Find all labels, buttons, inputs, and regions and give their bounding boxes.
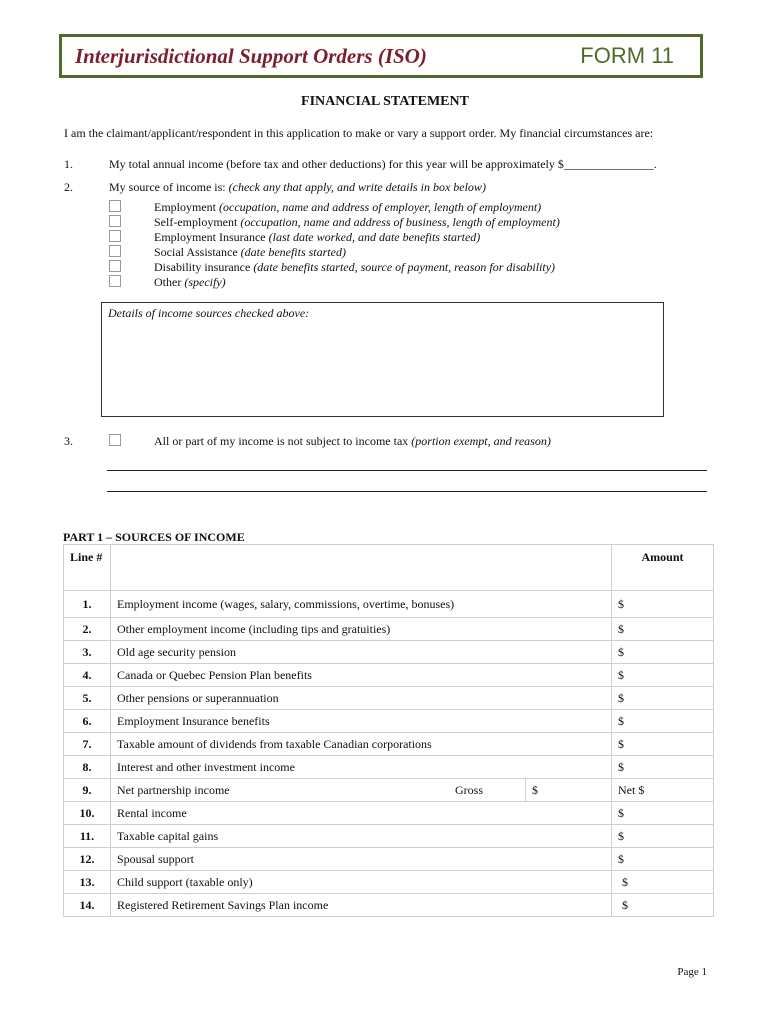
table-header-row — [64, 545, 714, 591]
table-row: 1. Employment income (wages, salary, commissions, overtime, bonuses) $ — [64, 591, 714, 618]
page-number: Page 1 — [677, 966, 707, 978]
col-desc-header — [111, 545, 612, 591]
item-1-text: My total annual income (before tax and other deductions) for this year will be approximately $_______________. — [109, 157, 657, 171]
gross-label: Gross — [455, 782, 484, 797]
amount-field[interactable]: $ — [612, 618, 714, 641]
table-row: 11. Taxable capital gains $ — [64, 825, 714, 848]
table-row: 9. Net partnership income Gross $ Net $ — [64, 779, 714, 802]
checkbox-tax-exempt[interactable] — [109, 434, 121, 446]
net-amount-field[interactable]: Net $ — [612, 779, 714, 802]
checkbox-self-employment[interactable] — [109, 215, 121, 227]
checkbox-employment-insurance[interactable] — [109, 230, 121, 242]
table-row: 14. Registered Retirement Savings Plan income $ — [64, 894, 714, 917]
form-number: FORM 11 — [580, 43, 674, 68]
tax-exempt-line-1[interactable] — [107, 470, 707, 471]
option-employment-insurance: Employment Insurance (last date worked, and date benefits started) — [154, 230, 481, 244]
amount-field[interactable]: $ — [612, 848, 714, 871]
item-2-text — [109, 180, 486, 195]
item-2-note: (check any that apply, and write details in box below) — [228, 180, 486, 194]
item-2-number: 2. — [64, 180, 73, 194]
income-details-label: Details of income sources checked above: — [108, 306, 310, 320]
table-row: 2. Other employment income (including tips and gratuities) $ — [64, 618, 714, 641]
amount-field[interactable]: $ — [612, 710, 714, 733]
amount-field[interactable]: $ — [612, 687, 714, 710]
option-employment: Employment (occupation, name and address of employer, length of employment) — [154, 200, 542, 214]
intro-text: I am the claimant/applicant/respondent in this application to make or vary a support order. My financial circumstances are: — [64, 126, 654, 140]
income-table — [63, 544, 714, 917]
table-row: 4. Canada or Quebec Pension Plan benefits $ — [64, 664, 714, 687]
table-row: 8. Interest and other investment income $ — [64, 756, 714, 779]
section-heading: FINANCIAL STATEMENT — [301, 94, 469, 109]
option-self-employment: Self-employment (occupation, name and address of business, length of employment) — [154, 215, 560, 229]
amount-field[interactable]: $ — [612, 871, 714, 894]
option-social-assistance: Social Assistance (date benefits started) — [154, 245, 346, 259]
partnership-desc: Net partnership income — [117, 782, 230, 797]
table-row: 10. Rental income $ — [64, 802, 714, 825]
form-header — [59, 34, 703, 78]
amount-field[interactable]: $ — [612, 825, 714, 848]
amount-field[interactable]: $ — [612, 756, 714, 779]
gross-amount-field[interactable]: $ — [525, 779, 611, 801]
amount-field[interactable]: $ — [612, 591, 714, 618]
item-1-number: 1. — [64, 157, 73, 171]
table-row: 3. Old age security pension $ — [64, 641, 714, 664]
item-3-number: 3. — [64, 434, 73, 448]
checkbox-disability-insurance[interactable] — [109, 260, 121, 272]
col-amount-header: Amount — [612, 545, 714, 591]
amount-field[interactable]: $ — [612, 733, 714, 756]
amount-field[interactable]: $ — [612, 664, 714, 687]
table-row: 7. Taxable amount of dividends from taxable Canadian corporations $ — [64, 733, 714, 756]
option-disability-insurance: Disability insurance (date benefits started, source of payment, reason for disability) — [154, 260, 556, 274]
col-line-header: Line # — [64, 545, 111, 591]
item-2-label: My source of income is: — [109, 180, 226, 194]
table-row: 13. Child support (taxable only) $ — [64, 871, 714, 894]
amount-field[interactable]: $ — [612, 894, 714, 917]
checkbox-employment[interactable] — [109, 200, 121, 212]
table-row: 5. Other pensions or superannuation $ — [64, 687, 714, 710]
amount-field[interactable]: $ — [612, 802, 714, 825]
item-3-text: All or part of my income is not subject to income tax (portion exempt, and reason) — [154, 434, 551, 448]
part-1-title: PART 1 – SOURCES OF INCOME — [63, 530, 245, 544]
income-details-box[interactable] — [101, 302, 664, 417]
checkbox-other[interactable] — [109, 275, 121, 287]
option-other: Other (specify) — [154, 275, 226, 289]
table-row: 6. Employment Insurance benefits $ — [64, 710, 714, 733]
tax-exempt-line-2[interactable] — [107, 491, 707, 492]
form-title: Interjurisdictional Support Orders (ISO) — [75, 44, 427, 68]
amount-field[interactable]: $ — [612, 641, 714, 664]
checkbox-social-assistance[interactable] — [109, 245, 121, 257]
table-row: 12. Spousal support $ — [64, 848, 714, 871]
